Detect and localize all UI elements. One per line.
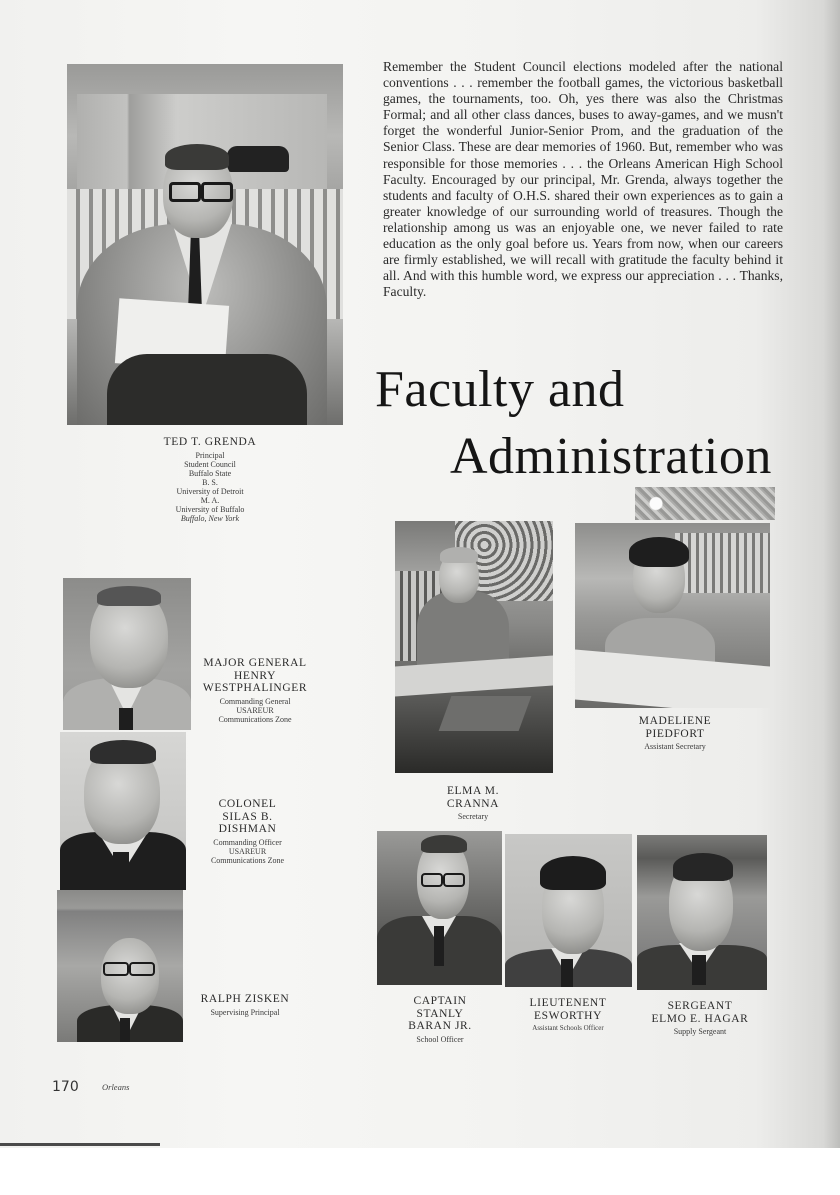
- person-role: Assistant Schools Officer: [532, 1024, 604, 1032]
- dishman-caption: [185, 798, 310, 865]
- principal-detail: University of Buffalo: [175, 504, 245, 514]
- person-name: MADELIENE: [638, 715, 712, 727]
- person-role: Assistant Secretary: [644, 742, 706, 751]
- cranna-photo: [395, 521, 553, 773]
- baran-caption: [390, 995, 490, 1044]
- person-name: HENRY: [234, 669, 276, 682]
- westphalinger-photo: [63, 578, 191, 730]
- page-number: 170: [52, 1079, 79, 1095]
- zisken-photo: [57, 890, 183, 1042]
- principal-photo: [67, 64, 343, 425]
- print-smudge: [635, 487, 775, 520]
- person-name: SERGEANT: [667, 1000, 733, 1012]
- page-title-line2: Administration: [450, 428, 772, 485]
- westphalinger-caption: [190, 657, 320, 724]
- esworthy-photo: [505, 834, 632, 987]
- principal-caption: [120, 436, 300, 523]
- person-name: CAPTAIN: [413, 995, 467, 1007]
- person-role: Communications Zone: [210, 855, 285, 865]
- baran-photo: [377, 831, 502, 985]
- person-role: Secretary: [457, 812, 489, 821]
- person-role: Commanding Officer: [213, 837, 282, 847]
- principal-name: TED T. GRENDA: [163, 436, 257, 448]
- person-name: SILAS B.: [222, 810, 273, 823]
- principal-detail: Principal: [195, 450, 225, 460]
- principal-detail: Buffalo State: [188, 468, 232, 478]
- piedfort-caption: [610, 715, 740, 751]
- person-name: LIEUTENENT: [529, 997, 607, 1009]
- person-name: ELMO E. HAGAR: [651, 1012, 749, 1025]
- principal-detail: University of Detroit: [176, 486, 244, 496]
- principal-detail: B. S.: [202, 477, 218, 487]
- person-role: Supervising Principal: [210, 1007, 280, 1017]
- person-role: School Officer: [416, 1034, 464, 1044]
- person-role: USAREUR: [236, 705, 274, 715]
- page-edge-shadow: [0, 1143, 160, 1146]
- principal-detail: M. A.: [200, 495, 220, 505]
- person-role: Communications Zone: [218, 714, 292, 724]
- page-title-line1: Faculty and: [375, 361, 625, 418]
- person-role: Commanding General: [219, 696, 291, 706]
- principal-hometown: Buffalo, New York: [180, 513, 240, 523]
- person-name: COLONEL: [218, 798, 277, 810]
- person-name: BARAN JR.: [408, 1020, 472, 1032]
- zisken-caption: [190, 993, 300, 1017]
- piedfort-photo: [575, 523, 770, 708]
- esworthy-caption: [508, 997, 628, 1033]
- dishman-photo: [60, 732, 186, 890]
- cranna-caption: [418, 785, 528, 821]
- principal-detail: Student Council: [184, 459, 236, 469]
- person-name: ELMA M.: [446, 785, 500, 797]
- person-name: RALPH ZISKEN: [200, 993, 290, 1005]
- person-name: CRANNA: [446, 797, 500, 810]
- intro-paragraph: Remember the Student Council elections modeled after the national conventions . . . remember the football games, the victorious basketball games, the tournaments, too. Oh, yes there was also the Christmas Formal; and all other class dances, buses to away-games, and we musn't forget the wonderful Junior-Senior Prom, and the graduation of the Senior Class. These are dear memories of 1960. But, remember who was responsible for those memories . . . the Orleans American High School Faculty. Encouraged by our principal, Mr. Grenda, always together the students and faculty of O.H.S. shared their own experiences as to gain a greater knowledge of our surrounding world of treasures. Though the relationship among us was an enjoyable one, we never failed to rate education as the only goal before us. Years from now, when our careers are firmly established, we will recall with gratitude the faculty behind it all. And with this humble word, we express our appreciation . . . Thanks, Faculty.: [383, 59, 783, 300]
- person-name: ESWORTHY: [534, 1009, 602, 1022]
- person-name: STANLY: [416, 1007, 464, 1020]
- person-role: Supply Sergeant: [673, 1027, 727, 1036]
- publication-name: Orleans: [102, 1082, 130, 1092]
- person-name: PIEDFORT: [645, 727, 705, 740]
- person-name: WESTPHALINGER: [202, 682, 308, 694]
- hagar-photo: [637, 835, 767, 990]
- hagar-caption: [640, 1000, 760, 1036]
- person-role: USAREUR: [228, 846, 267, 856]
- person-name: MAJOR GENERAL: [203, 657, 307, 669]
- person-name: DISHMAN: [218, 823, 277, 835]
